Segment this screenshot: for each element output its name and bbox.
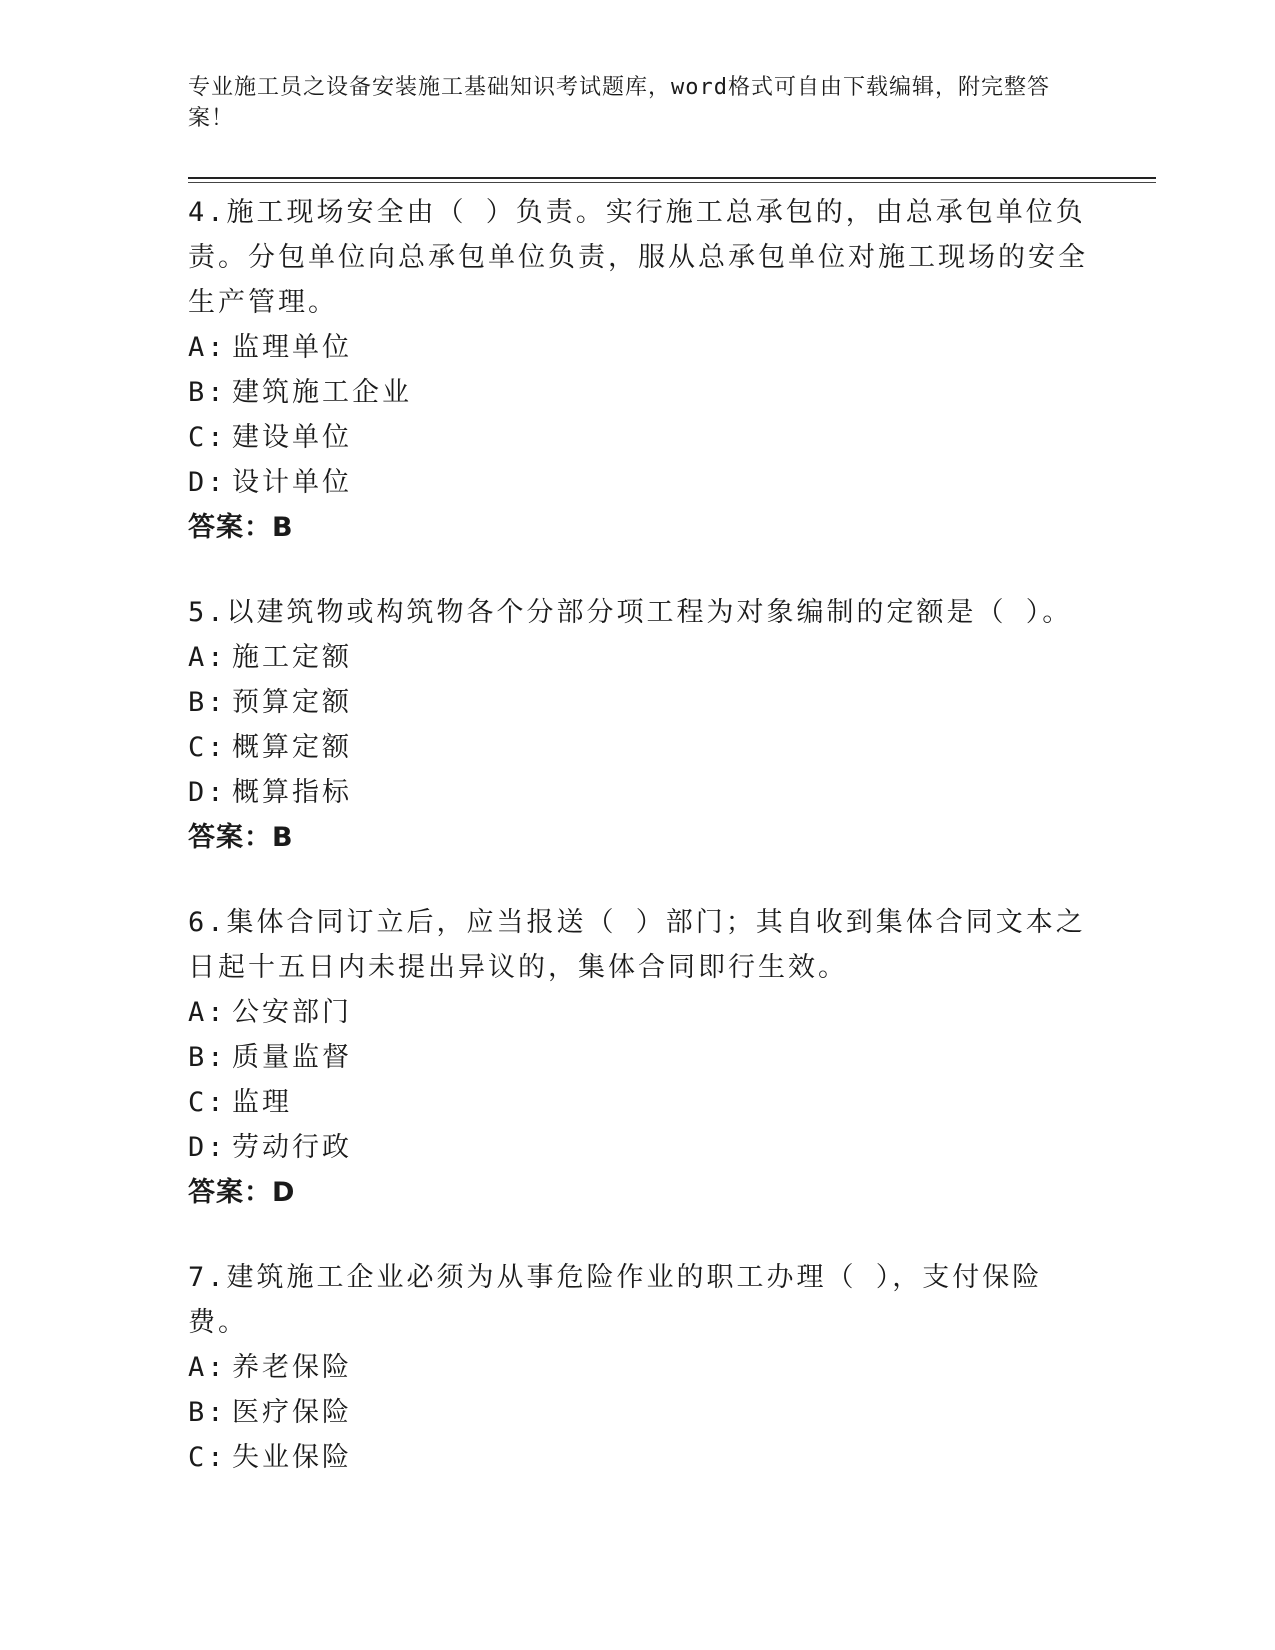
option-label: 监理: [232, 1087, 292, 1118]
option-key: D:: [188, 1132, 227, 1163]
option-key: C:: [188, 732, 227, 763]
option-label: 质量监督: [232, 1042, 352, 1073]
option-key: B:: [188, 687, 227, 718]
question-text: 5.以建筑物或构筑物各个分部分项工程为对象编制的定额是（ ）。: [188, 597, 1073, 628]
document-header: 专业施工员之设备安装施工基础知识考试题库，word格式可自由下载编辑，附完整答案！: [188, 75, 1050, 131]
option-c: [188, 1435, 1088, 1480]
header-divider-thick: [188, 177, 1156, 179]
option-b: [188, 1035, 1088, 1080]
option-label: 监理单位: [232, 332, 352, 363]
option-label: 公安部门: [232, 997, 352, 1028]
option-b: [188, 370, 1088, 415]
question-text: 4.施工现场安全由（ ）负责。实行施工总承包的，由总承包单位负责。分包单位向总承包单位负责，服从总承包单位对施工现场的安全生产管理。: [188, 197, 1088, 318]
option-c: [188, 725, 1088, 770]
option-b: [188, 1390, 1088, 1435]
question-6: [188, 900, 1088, 1215]
option-a: [188, 990, 1088, 1035]
option-label: 预算定额: [232, 687, 352, 718]
option-a: [188, 635, 1088, 680]
option-c: [188, 415, 1088, 460]
option-key: B:: [188, 377, 227, 408]
question-4: [188, 190, 1088, 550]
option-label: 建设单位: [232, 422, 352, 453]
option-key: B:: [188, 1042, 227, 1073]
question-7: [188, 1255, 1088, 1480]
option-key: C:: [188, 1087, 227, 1118]
answer-line: 答案：B: [188, 822, 294, 853]
option-d: [188, 1125, 1088, 1170]
option-key: D:: [188, 467, 227, 498]
option-label: 施工定额: [232, 642, 352, 673]
option-d: [188, 770, 1088, 815]
question-text: 6.集体合同订立后，应当报送（ ）部门；其自收到集体合同文本之日起十五日内未提出异议的，集体合同即行生效。: [188, 907, 1086, 983]
option-key: C:: [188, 422, 227, 453]
option-a: [188, 325, 1088, 370]
option-label: 失业保险: [232, 1442, 352, 1473]
option-b: [188, 680, 1088, 725]
option-label: 建筑施工企业: [232, 377, 412, 408]
option-key: A:: [188, 642, 227, 673]
question-list: [188, 190, 1088, 1520]
option-key: A:: [188, 332, 227, 363]
option-label: 设计单位: [232, 467, 352, 498]
option-c: [188, 1080, 1088, 1125]
option-label: 劳动行政: [232, 1132, 352, 1163]
option-key: A:: [188, 997, 227, 1028]
question-text: 7.建筑施工企业必须为从事危险作业的职工办理（ ），支付保险费。: [188, 1262, 1043, 1338]
option-key: D:: [188, 777, 227, 808]
option-d: [188, 460, 1088, 505]
option-label: 概算指标: [232, 777, 352, 808]
option-key: C:: [188, 1442, 227, 1473]
question-5: [188, 590, 1088, 860]
answer-line: 答案：D: [188, 1177, 296, 1208]
answer-line: 答案：B: [188, 512, 294, 543]
option-label: 医疗保险: [232, 1397, 352, 1428]
header-divider-thin: [188, 182, 1156, 183]
option-key: A:: [188, 1352, 227, 1383]
option-key: B:: [188, 1397, 227, 1428]
option-label: 养老保险: [232, 1352, 352, 1383]
option-a: [188, 1345, 1088, 1390]
option-label: 概算定额: [232, 732, 352, 763]
